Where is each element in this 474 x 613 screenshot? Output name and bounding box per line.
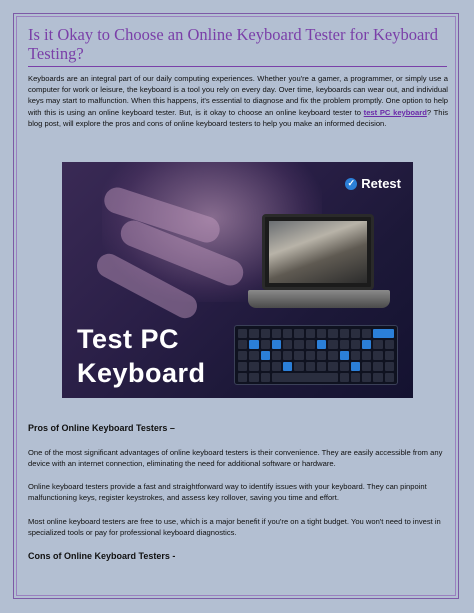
keyboard-key xyxy=(272,362,281,371)
keyboard-key xyxy=(328,351,337,360)
keyboard-key xyxy=(249,373,258,382)
keyboard-key xyxy=(238,362,247,371)
keyboard-key xyxy=(249,351,258,360)
keyboard-key xyxy=(272,329,281,338)
pros-paragraph-2: Online keyboard testers provide a fast and straightforward way to identify issues with your keyboard. They can pinpoint malfunctioning keys, register keystrokes, and assess key rollover, saving you time and effort. xyxy=(28,482,427,503)
keyboard-key-highlighted xyxy=(261,351,270,360)
keyboard-key xyxy=(306,362,315,371)
keyboard-key xyxy=(238,351,247,360)
keyboard-key xyxy=(351,373,360,382)
intro-paragraph xyxy=(28,73,448,129)
keyboard-key xyxy=(272,373,338,382)
keyboard-key xyxy=(238,373,247,382)
keyboard-key xyxy=(294,351,303,360)
keyboard-key xyxy=(238,329,247,338)
keyboard-key xyxy=(340,340,349,349)
keyboard-key xyxy=(351,340,360,349)
keyboard-key xyxy=(272,351,281,360)
laptop-base xyxy=(248,290,390,308)
keyboard-key xyxy=(317,329,326,338)
keyboard-key xyxy=(362,351,371,360)
laptop-wallpaper xyxy=(269,221,367,283)
keyboard-key xyxy=(306,340,315,349)
keyboard-graphic xyxy=(234,325,398,385)
keyboard-key xyxy=(340,329,349,338)
keyboard-key xyxy=(261,329,270,338)
hero-image xyxy=(62,162,413,398)
keyboard-key xyxy=(351,351,360,360)
keyboard-key xyxy=(373,373,382,382)
keyboard-key-highlighted xyxy=(272,340,281,349)
cons-heading: Cons of Online Keyboard Testers - xyxy=(28,551,176,561)
intro-text-start: Keyboards are an integral part of our daily computing experiences. Whether you're a gamer, a programmer, or simply use a computer for work or leisure, the keyboard is a tool you rely on every day. Over time, keyboards can wear out, and individual keys may start to malfunction. When this happens, it's essential to diagnose and fix the problem promptly. One option to help with this is using an online keyboard tester. But, is it okay to choose an online keyboard tester to xyxy=(28,74,448,117)
keyboard-key xyxy=(238,340,247,349)
keyboard-key xyxy=(306,329,315,338)
keyboard-key xyxy=(340,373,349,382)
keyboard-key-highlighted xyxy=(351,362,360,371)
keyboard-key xyxy=(328,362,337,371)
hero-caption-line1: Test PC xyxy=(77,324,180,354)
keyboard-key xyxy=(385,373,394,382)
brand-name: Retest xyxy=(361,176,401,191)
keyboard-key xyxy=(362,373,371,382)
keyboard-key xyxy=(351,329,360,338)
pros-paragraph-1: One of the most significant advantages of online keyboard testers is their convenience. They are easily accessible from any device with an internet connection, eliminating the need for additional software or hardware. xyxy=(28,448,443,469)
pros-heading: Pros of Online Keyboard Testers – xyxy=(28,423,175,433)
keyboard-key xyxy=(261,373,270,382)
keyboard-key xyxy=(373,362,382,371)
keyboard-key xyxy=(317,362,326,371)
keyboard-key xyxy=(306,351,315,360)
keyboard-key xyxy=(294,362,303,371)
keyboard-key-highlighted xyxy=(317,340,326,349)
keyboard-key xyxy=(340,362,349,371)
page-title: Is it Okay to Choose an Online Keyboard Tester for Keyboard Testing? xyxy=(28,25,439,63)
keyboard-key xyxy=(261,362,270,371)
keyboard-key xyxy=(317,351,326,360)
keyboard-key-highlighted xyxy=(283,362,292,371)
laptop-screen xyxy=(262,214,374,290)
hero-caption xyxy=(77,322,206,390)
test-pc-keyboard-link[interactable]: test PC keyboard xyxy=(363,107,427,117)
keyboard-key xyxy=(283,351,292,360)
keyboard-key-highlighted xyxy=(340,351,349,360)
keyboard-key-highlighted xyxy=(373,329,394,338)
retest-logo xyxy=(345,176,401,191)
intro-text-end: ? This blog post, will explore the pros and cons of online keyboard testers to help you make an informed decision. xyxy=(28,107,448,128)
keyboard-key xyxy=(328,329,337,338)
hero-caption-line2: Keyboard xyxy=(77,358,206,388)
keyboard-key xyxy=(362,362,371,371)
keyboard-key xyxy=(294,340,303,349)
keyboard-key xyxy=(283,329,292,338)
keyboard-key xyxy=(362,329,371,338)
keyboard-key xyxy=(249,362,258,371)
title-divider xyxy=(28,66,447,67)
keyboard-key xyxy=(385,351,394,360)
keyboard-key xyxy=(385,362,394,371)
keyboard-key xyxy=(328,340,337,349)
keyboard-key xyxy=(261,340,270,349)
keyboard-key xyxy=(249,329,258,338)
keyboard-key-highlighted xyxy=(249,340,258,349)
keyboard-key xyxy=(385,340,394,349)
keyboard-key xyxy=(373,340,382,349)
keyboard-key xyxy=(294,329,303,338)
keyboard-key xyxy=(373,351,382,360)
keyboard-key xyxy=(283,340,292,349)
check-icon: ✓ xyxy=(345,178,357,190)
pros-paragraph-3: Most online keyboard testers are free to use, which is a major benefit if you're on a tight budget. You won't need to invest in specialized tools or pay for professional keyboard diagnostics. xyxy=(28,517,441,538)
keyboard-key-highlighted xyxy=(362,340,371,349)
